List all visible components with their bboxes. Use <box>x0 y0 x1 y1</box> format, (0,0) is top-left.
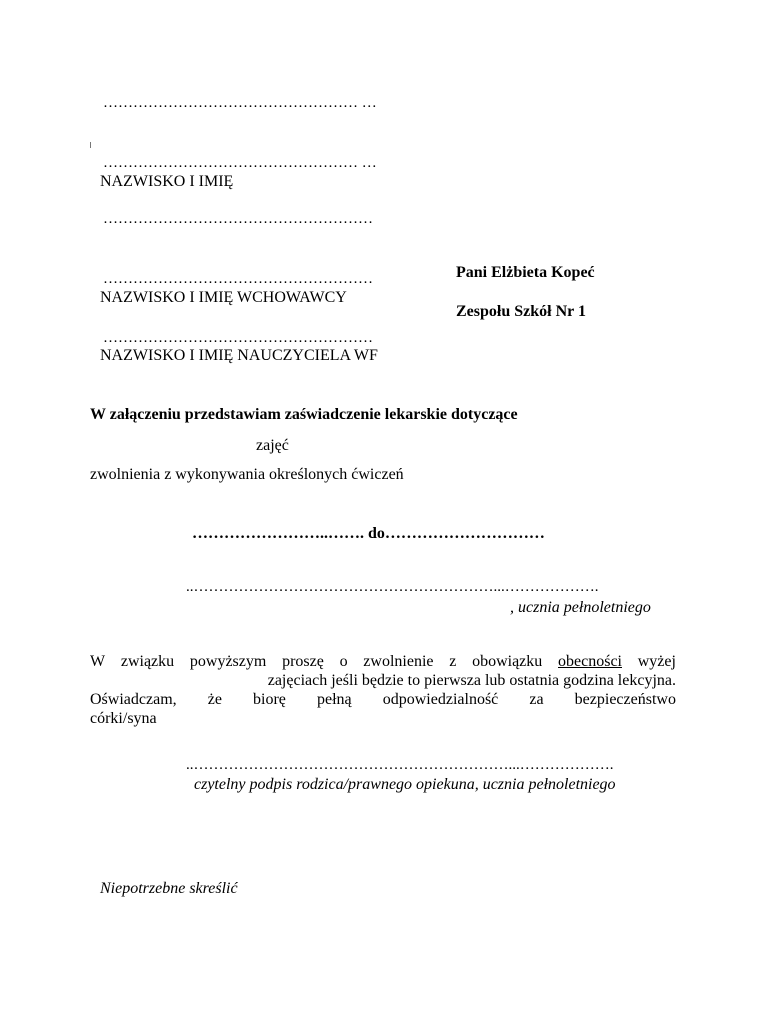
name-dots-line-2: …………………………………………… … <box>103 155 377 171</box>
pe-teacher-dots-line: ……………………………………………… <box>103 330 373 346</box>
recipient-name: Pani Elżbieta Kopeć <box>456 264 595 281</box>
request-word: zwolnienie <box>363 653 434 670</box>
declaration-line-2: córki/syna <box>90 710 157 727</box>
signature-dots-line-1: ..……………………………………………………...………………. <box>186 579 599 595</box>
declaration-word: za <box>529 691 544 708</box>
declaration-line-1 <box>90 690 676 710</box>
class-dots-line: ……………………………………………… <box>103 211 373 227</box>
request-word: obowiązku <box>472 653 543 670</box>
declaration-word: bezpieczeństwo <box>574 691 676 708</box>
request-line-1 <box>90 652 676 672</box>
option-exercises: zwolnienia z wykonywania określonych ćwiczeń <box>90 466 404 483</box>
intro-statement: W załączeniu przedstawiam zaświadczenie lekarskie dotyczące <box>90 406 518 423</box>
stray-mark <box>90 142 91 148</box>
student-name-label: NAZWISKO I IMIĘ <box>100 173 234 190</box>
name-dots-line-1: …………………………………………… … <box>103 95 377 111</box>
footnote: Niepotrzebne skreślić <box>100 880 238 897</box>
request-word: proszę <box>282 653 324 670</box>
pe-teacher-name-label: NAZWISKO I IMIĘ NAUCZYCIELA WF <box>100 347 378 364</box>
tutor-dots-line: ……………………………………………… <box>103 271 373 287</box>
request-word: wyżej <box>637 653 676 670</box>
request-word: z <box>449 653 457 670</box>
request-line-2: zajęciach jeśli będzie to pierwsza lub ostatnia godzina lekcyjna. <box>267 672 676 689</box>
declaration-word: biorę <box>253 691 286 708</box>
declaration-word: odpowiedzialność <box>382 691 499 708</box>
recipient-school: Zespołu Szkół Nr 1 <box>456 303 586 320</box>
option-classes: zajęć <box>256 437 289 454</box>
declaration-word: pełną <box>317 691 352 708</box>
request-word: związku <box>120 653 175 670</box>
signature-caption-2: czytelny podpis rodzica/prawnego opiekuna, ucznia pełnoletniego <box>194 776 616 793</box>
signature-dots-line-2: ..………………………………………………………...………………. <box>186 757 614 773</box>
declaration-word: że <box>207 691 222 708</box>
tutor-name-label: NAZWISKO I IMIĘ WCHOWAWCY <box>100 289 347 306</box>
declaration-word: Oświadczam, <box>90 691 177 708</box>
request-word-underlined: obecności <box>558 653 622 670</box>
signature-caption-1: , ucznia pełnoletniego <box>510 599 651 616</box>
request-word: o <box>339 653 348 670</box>
request-word: powyższym <box>189 653 267 670</box>
request-word: W <box>90 653 106 670</box>
period-from-to-line: ……………………..……. do………………………… <box>192 525 545 542</box>
